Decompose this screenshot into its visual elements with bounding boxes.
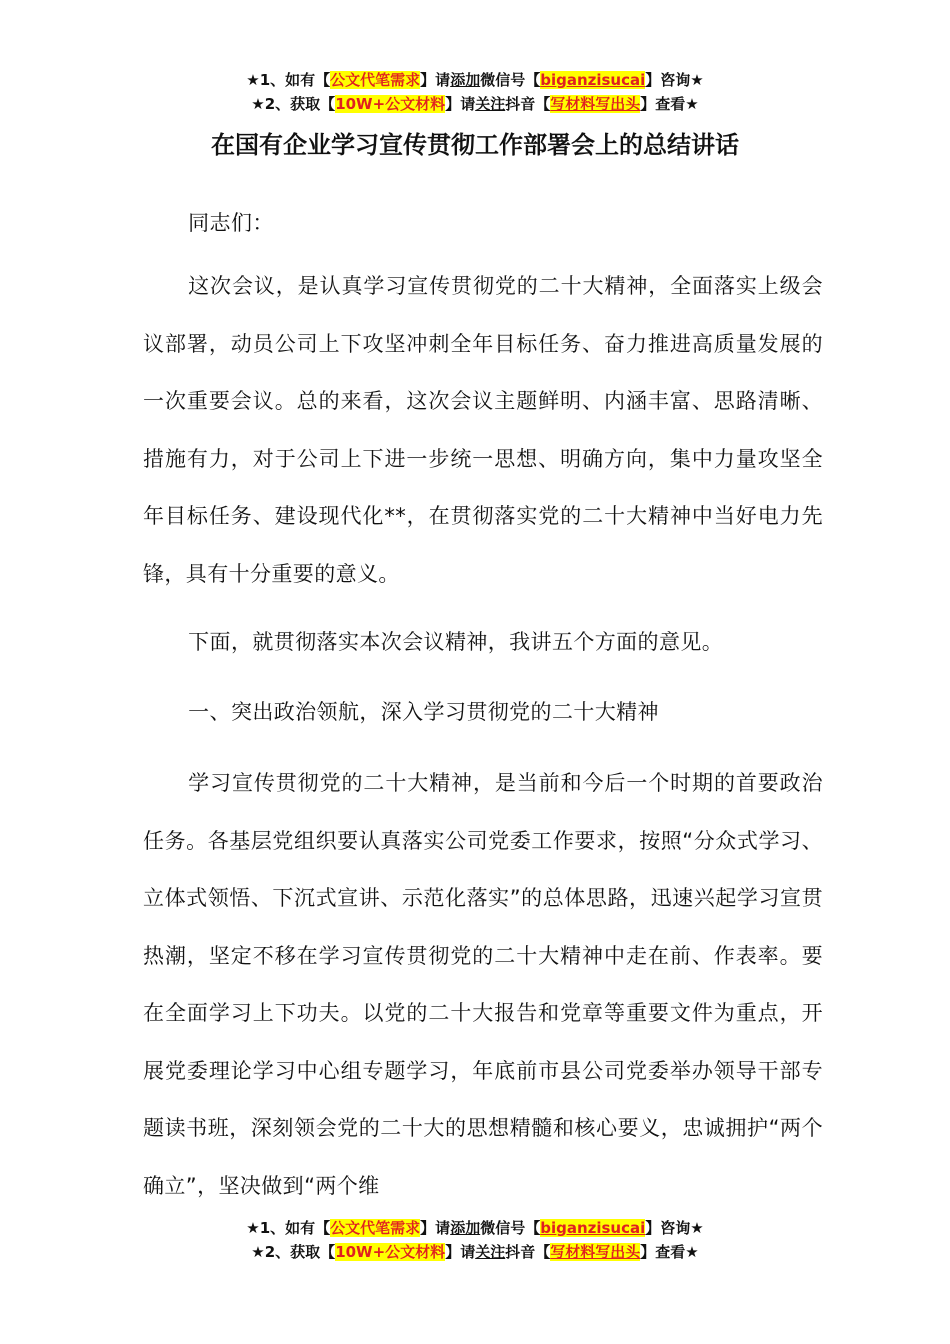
banner-text: ★1、如有【 (246, 1219, 331, 1237)
banner-highlight-wechat-id[interactable]: biganzisucai (540, 1219, 646, 1237)
paragraph-3-text: 学习宣传贯彻党的二十大精神，是当前和今后一个时期的首要政治任务。各基层党组织要认真落实公司党委工作要求，按照“分众式学习、立体式领悟、下沉式宣讲、示范化落实”的总体思路，迅速兴起学习宣贯热潮，坚定不移在学习宣传贯彻党的二十大精神中走在前、作表率。要在全面学习上下功夫。以党的二十大报告和党章等重要文件为重点，开展党委理论学习中心组专题学习，年底前市县公司党委举办领导干部专题读书班，深刻领会党的二十大的思想精髓和核心要义，忠诚拥护“两个确立”，坚决做到“两个维 (143, 771, 823, 1198)
banner-text: 微信号【 (480, 1219, 541, 1237)
banner-text: 】咨询★ (645, 1219, 704, 1237)
banner-underlined-text: 关注 (475, 1243, 506, 1261)
salutation (143, 195, 823, 253)
banner-text: ★2、获取【 (251, 95, 336, 113)
banner-highlight-wechat-id[interactable]: biganzisucai (540, 71, 646, 89)
banner-underlined-text: 添加 (450, 1219, 481, 1237)
top-banner (0, 68, 950, 116)
section-heading-1 (143, 684, 823, 742)
paragraph-1-text: 这次会议，是认真学习宣传贯彻党的二十大精神，全面落实上级会议部署，动员公司上下攻坚冲刺全年目标任务、奋力推进高质量发展的一次重要会议。总的来看，这次会议主题鲜明、内涵丰富、思路清晰、措施有力，对于公司上下进一步统一思想、明确方向，集中力量攻坚全年目标任务、建设现代化**，在贯彻落实党的二十大精神中当好电力先锋，具有十分重要的意义。 (143, 274, 823, 586)
banner-highlight-service: 公文代笔需求 (330, 1219, 421, 1237)
banner-text: 微信号【 (480, 71, 541, 89)
section-heading-1-text: 一、突出政治领航，深入学习贯彻党的二十大精神 (188, 700, 659, 724)
banner-underlined-text: 关注 (475, 95, 506, 113)
paragraph-2 (143, 614, 823, 672)
banner-text: 】查看★ (640, 1243, 699, 1261)
document-title: 在国有企业学习宣传贯彻工作部署会上的总结讲话 (211, 131, 739, 159)
banner-highlight-materials: 10W+公文材料 (335, 95, 446, 113)
paragraph-2-text: 下面，就贯彻落实本次会议精神，我讲五个方面的意见。 (188, 630, 724, 654)
banner-highlight-douyin-id[interactable]: 写材料写出头 (550, 1243, 641, 1261)
paragraph-3 (143, 755, 823, 1215)
banner-text: ★2、获取【 (251, 1243, 336, 1261)
banner-text: ★1、如有【 (246, 71, 331, 89)
banner-text: 抖音【 (505, 95, 551, 113)
banner-highlight-materials: 10W+公文材料 (335, 1243, 446, 1261)
salutation-text: 同志们： (188, 211, 274, 235)
banner-text: 抖音【 (505, 1243, 551, 1261)
paragraph-1 (143, 258, 823, 603)
banner-text: 】请 (420, 71, 451, 89)
banner-highlight-douyin-id[interactable]: 写材料写出头 (550, 95, 641, 113)
banner-text: 】查看★ (640, 95, 699, 113)
banner-highlight-service: 公文代笔需求 (330, 71, 421, 89)
banner-text: 】请 (420, 1219, 451, 1237)
banner-line-2 (0, 92, 950, 116)
banner-text: 】咨询★ (645, 71, 704, 89)
bottom-banner (0, 1216, 950, 1264)
banner-text: 】请 (445, 1243, 476, 1261)
banner-line-1 (0, 68, 950, 92)
banner-underlined-text: 添加 (450, 71, 481, 89)
banner-line-2 (0, 1240, 950, 1264)
banner-line-1 (0, 1216, 950, 1240)
banner-text: 】请 (445, 95, 476, 113)
